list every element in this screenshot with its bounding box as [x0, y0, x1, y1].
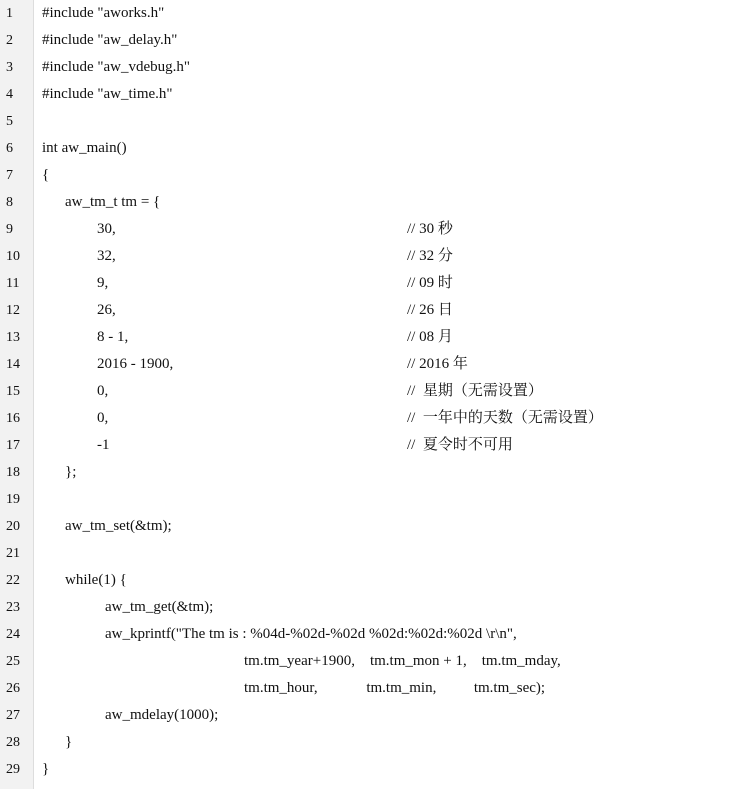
code-comment: // 星期（无需设置）: [407, 383, 543, 399]
code-line: [0, 270, 735, 297]
line-number: 20: [6, 519, 20, 534]
code-line: [0, 513, 735, 540]
code-line: [0, 621, 735, 648]
code-line: [0, 648, 735, 675]
code-text: #include "aworks.h": [42, 5, 165, 21]
line-number: 12: [6, 303, 20, 318]
code-text: };: [65, 464, 77, 480]
code-text: 2016 - 1900,: [97, 356, 174, 372]
code-line: [0, 675, 735, 702]
code-text: }: [65, 734, 73, 750]
line-number: 26: [6, 681, 20, 696]
code-line: [0, 378, 735, 405]
line-number: 8: [6, 195, 13, 210]
code-text: 8 - 1,: [97, 329, 129, 345]
code-comment: // 30 秒: [407, 221, 453, 237]
code-text: }: [42, 761, 50, 777]
code-text: int aw_main(): [42, 140, 127, 156]
line-number: 24: [6, 627, 20, 642]
code-comment: // 26 日: [407, 302, 453, 318]
line-number: 22: [6, 573, 20, 588]
line-number: 15: [6, 384, 20, 399]
code-line: [0, 540, 735, 567]
code-line: [0, 54, 735, 81]
code-line: [0, 405, 735, 432]
line-number: 9: [6, 222, 13, 237]
code-line: [0, 729, 735, 756]
code-comment: // 09 时: [407, 275, 453, 291]
code-text: aw_tm_set(&tm);: [65, 518, 172, 534]
code-comment: // 夏令时不可用: [407, 437, 513, 453]
line-number: 4: [6, 87, 13, 102]
code-text: aw_mdelay(1000);: [105, 707, 219, 723]
code-line: [0, 567, 735, 594]
code-line: [0, 486, 735, 513]
code-text: 0,: [97, 410, 109, 426]
code-line: [0, 108, 735, 135]
line-number: 1: [6, 6, 13, 21]
code-text: aw_tm_get(&tm);: [105, 599, 214, 615]
line-number: 16: [6, 411, 20, 426]
code-comment: // 2016 年: [407, 356, 468, 372]
line-number: 18: [6, 465, 20, 480]
code-text: #include "aw_time.h": [42, 86, 173, 102]
code-line: [0, 81, 735, 108]
code-line: [0, 243, 735, 270]
line-number: 17: [6, 438, 20, 453]
code-line: [0, 702, 735, 729]
line-number: 11: [6, 276, 20, 291]
line-number: 10: [6, 249, 20, 264]
code-text: aw_tm_t tm = {: [65, 194, 161, 210]
code-line: [0, 216, 735, 243]
code-line: [0, 135, 735, 162]
code-text: -1: [97, 437, 110, 453]
code-line: [0, 594, 735, 621]
line-number: 29: [6, 762, 20, 777]
line-number: 19: [6, 492, 20, 507]
line-number: 14: [6, 357, 20, 372]
code-text: 30,: [97, 221, 116, 237]
code-line: [0, 324, 735, 351]
code-text: 26,: [97, 302, 116, 318]
line-number: 25: [6, 654, 20, 669]
line-number: 13: [6, 330, 20, 345]
code-line: [0, 0, 735, 27]
line-number: 2: [6, 33, 13, 48]
code-text: #include "aw_vdebug.h": [42, 59, 191, 75]
code-comment: // 08 月: [407, 329, 453, 345]
line-number: 23: [6, 600, 20, 615]
code-text: #include "aw_delay.h": [42, 32, 178, 48]
code-text: while(1) {: [65, 572, 127, 588]
code-line: [0, 162, 735, 189]
code-line: [0, 432, 735, 459]
code-line: [0, 351, 735, 378]
line-number: 27: [6, 708, 20, 723]
code-comment: // 一年中的天数（无需设置）: [407, 410, 603, 426]
line-number: 6: [6, 141, 13, 156]
code-line: [0, 27, 735, 54]
code-text: tm.tm_hour, tm.tm_min, tm.tm_sec);: [244, 680, 546, 696]
code-text: tm.tm_year+1900, tm.tm_mon + 1, tm.tm_mday,: [244, 653, 561, 669]
code-line: [0, 756, 735, 783]
code-text: 9,: [97, 275, 109, 291]
line-number: 5: [6, 114, 13, 129]
line-number: 7: [6, 168, 13, 183]
line-number: 3: [6, 60, 13, 75]
code-line: [0, 297, 735, 324]
line-number: 21: [6, 546, 20, 561]
code-text: aw_kprintf("The tm is : %04d-%02d-%02d %02d:%02d:%02d \r\n",: [105, 626, 517, 642]
code-line: [0, 189, 735, 216]
line-number: 28: [6, 735, 20, 750]
code-line: [0, 459, 735, 486]
code-comment: // 32 分: [407, 248, 453, 264]
code-text: {: [42, 167, 50, 183]
code-text: 32,: [97, 248, 116, 264]
code-text: 0,: [97, 383, 109, 399]
